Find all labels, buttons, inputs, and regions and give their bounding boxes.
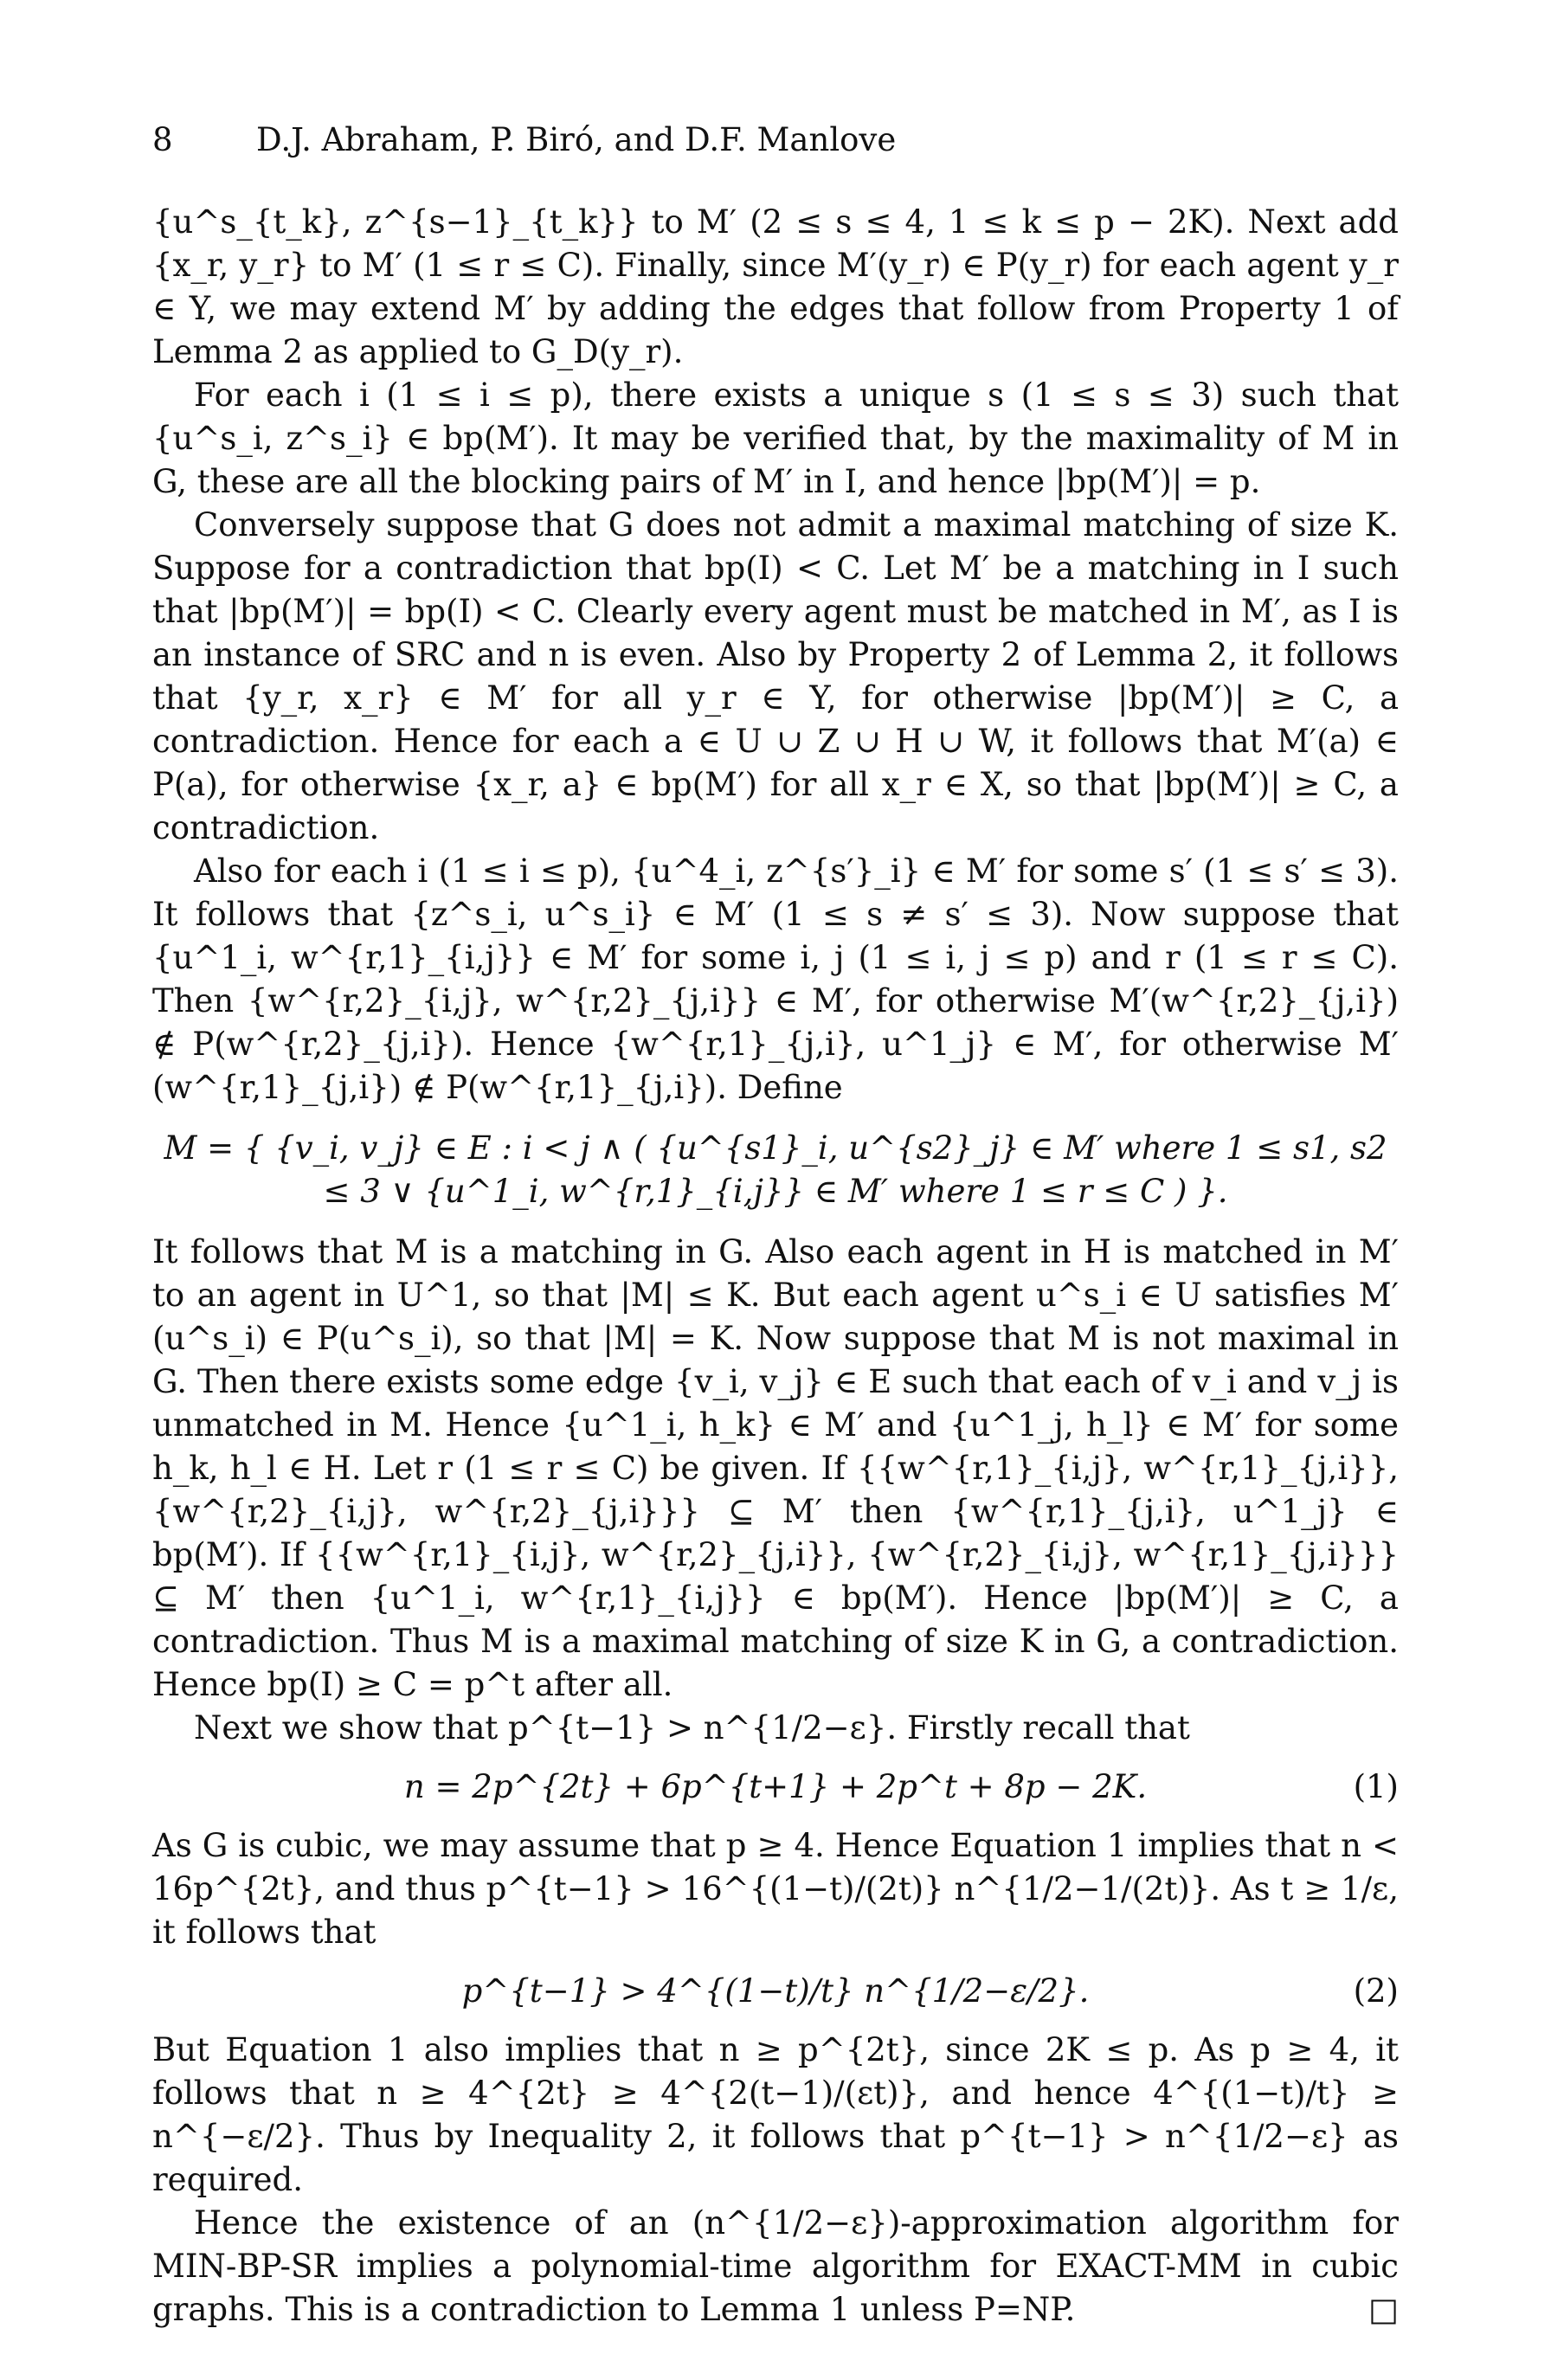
running-header	[152, 121, 896, 158]
equation-1-number: (1)	[1353, 1768, 1399, 1805]
paragraph-9-text: Hence the existence of an (n^{1/2−ε})-approximation algorithm for MIN-BP-SR implies a polynomial-time algorithm for EXACT-MM in cubic graphs. This is a contradiction to Lemma 1 unless P=NP.	[152, 2204, 1399, 2328]
paper-page	[152, 0, 1399, 2380]
paragraph-9	[152, 2202, 1399, 2332]
paragraph-5: It follows that M is a matching in G. Also each agent in H is matched in M′ to an agent in U^1, so that |M| ≤ K. But each agent u^s_i ∈ U satisfies M′(u^s_i) ∈ P(u^s_i), so that |M| = K. Now suppose that M is not maximal in G. Then there exists some edge {v_i, v_j} ∈ E such that each of v_i and v_j is unmatched in M. Hence {u^1_i, h_k} ∈ M′ and {u^1_j, h_l} ∈ M′ for some h_k, h_l ∈ H. Let r (1 ≤ r ≤ C) be given. If {{w^{r,1}_{i,j}, w^{r,1}_{j,i}}, {w^{r,2}_{i,j}, w^{r,2}_{j,i}}} ⊆ M′ then {w^{r,1}_{j,i}, u^1_j} ∈ bp(M′). If {{w^{r,1}_{i,j}, w^{r,2}_{j,i}}, {w^{r,2}_{i,j}, w^{r,1}_{j,i}}} ⊆ M′ then {u^1_i, w^{r,1}_{i,j}} ∈ bp(M′). Hence |bp(M′)| ≥ C, a contradiction. Thus M is a maximal matching of size K in G, a contradiction. Hence bp(I) ≥ C = p^t after all.	[152, 1233, 1399, 1703]
paragraph-6: Next we show that p^{t−1} > n^{1/2−ε}. Firstly recall that	[194, 1709, 1190, 1746]
paragraph-8: But Equation 1 also implies that n ≥ p^{2t}, since 2K ≤ p. As p ≥ 4, it follows that n ≥ 4^{2t} ≥ 4^{2(t−1)/(εt)}, and hence 4^{(1−t)/t} ≥ n^{−ε/2}. Thus by Inequality 2, it follows that p^{t−1} > n^{1/2−ε} as required.	[152, 2031, 1399, 2198]
paper-body	[152, 201, 1399, 2332]
paragraph-2: For each i (1 ≤ i ≤ p), there exists a unique s (1 ≤ s ≤ 3) such that {u^s_i, z^s_i} ∈ bp(M′). It may be verified that, by the maximality of M in G, these are all the blocking pairs of M′ in I, and hence |bp(M′)| = p.	[152, 376, 1399, 500]
authors: D.J. Abraham, P. Biró, and D.F. Manlove	[256, 121, 897, 158]
equation-2-text: p^{t−1} > 4^{(1−t)/t} n^{1/2−ε/2}.	[461, 1972, 1090, 2010]
equation-1	[152, 1766, 1399, 1809]
qed-symbol: □	[1368, 2291, 1399, 2328]
equation-2-number: (2)	[1353, 1972, 1399, 2010]
paragraph-4: Also for each i (1 ≤ i ≤ p), {u^4_i, z^{s′}_i} ∈ M′ for some s′ (1 ≤ s′ ≤ 3). It follows that {z^s_i, u^s_i} ∈ M′ (1 ≤ s ≠ s′ ≤ 3). Now suppose that {u^1_i, w^{r,1}_{i,j}} ∈ M′ for some i, j (1 ≤ i, j ≤ p) and r (1 ≤ r ≤ C). Then {w^{r,2}_{i,j}, w^{r,2}_{j,i}} ∈ M′, for otherwise M′(w^{r,2}_{j,i}) ∉ P(w^{r,2}_{j,i}). Hence {w^{r,1}_{j,i}, u^1_j} ∈ M′, for otherwise M′(w^{r,1}_{j,i}) ∉ P(w^{r,1}_{j,i}). Define	[152, 852, 1399, 1106]
page-number: 8	[152, 121, 173, 158]
paragraph-7: As G is cubic, we may assume that p ≥ 4. Hence Equation 1 implies that n < 16p^{2t}, and thus p^{t−1} > 16^{(1−t)/(2t)} n^{1/2−1/(2t)}. As t ≥ 1/ε, it follows that	[152, 1827, 1399, 1951]
equation-1-text: n = 2p^{2t} + 6p^{t+1} + 2p^t + 8p − 2K.	[403, 1768, 1148, 1805]
equation-2	[152, 1970, 1399, 2013]
matching-definition: M = { {v_i, v_j} ∈ E : i < j ∧ ( {u^{s1}_i, u^{s2}_j} ∈ M′ where 1 ≤ s1, s2 ≤ 3 ∨ {u^1_i, w^{r,1}_{i,j}} ∈ M′ where 1 ≤ r ≤ C ) }.	[164, 1129, 1387, 1210]
paragraph-3: Conversely suppose that G does not admit a maximal matching of size K. Suppose for a contradiction that bp(I) < C. Let M′ be a matching in I such that |bp(M′)| = bp(I) < C. Clearly every agent must be matched in M′, as I is an instance of SRC and n is even. Also by Property 2 of Lemma 2, it follows that {y_r, x_r} ∈ M′ for all y_r ∈ Y, for otherwise |bp(M′)| ≥ C, a contradiction. Hence for each a ∈ U ∪ Z ∪ H ∪ W, it follows that M′(a) ∈ P(a), for otherwise {x_r, a} ∈ bp(M′) for all x_r ∈ X, so that |bp(M′)| ≥ C, a contradiction.	[152, 506, 1399, 846]
paragraph-1: {u^s_{t_k}, z^{s−1}_{t_k}} to M′ (2 ≤ s ≤ 4, 1 ≤ k ≤ p − 2K). Next add {x_r, y_r} to M′ (1 ≤ r ≤ C). Finally, since M′(y_r) ∈ P(y_r) for each agent y_r ∈ Y, we may extend M′ by adding the edges that follow from Property 1 of Lemma 2 as applied to G_D(y_r).	[152, 203, 1399, 370]
